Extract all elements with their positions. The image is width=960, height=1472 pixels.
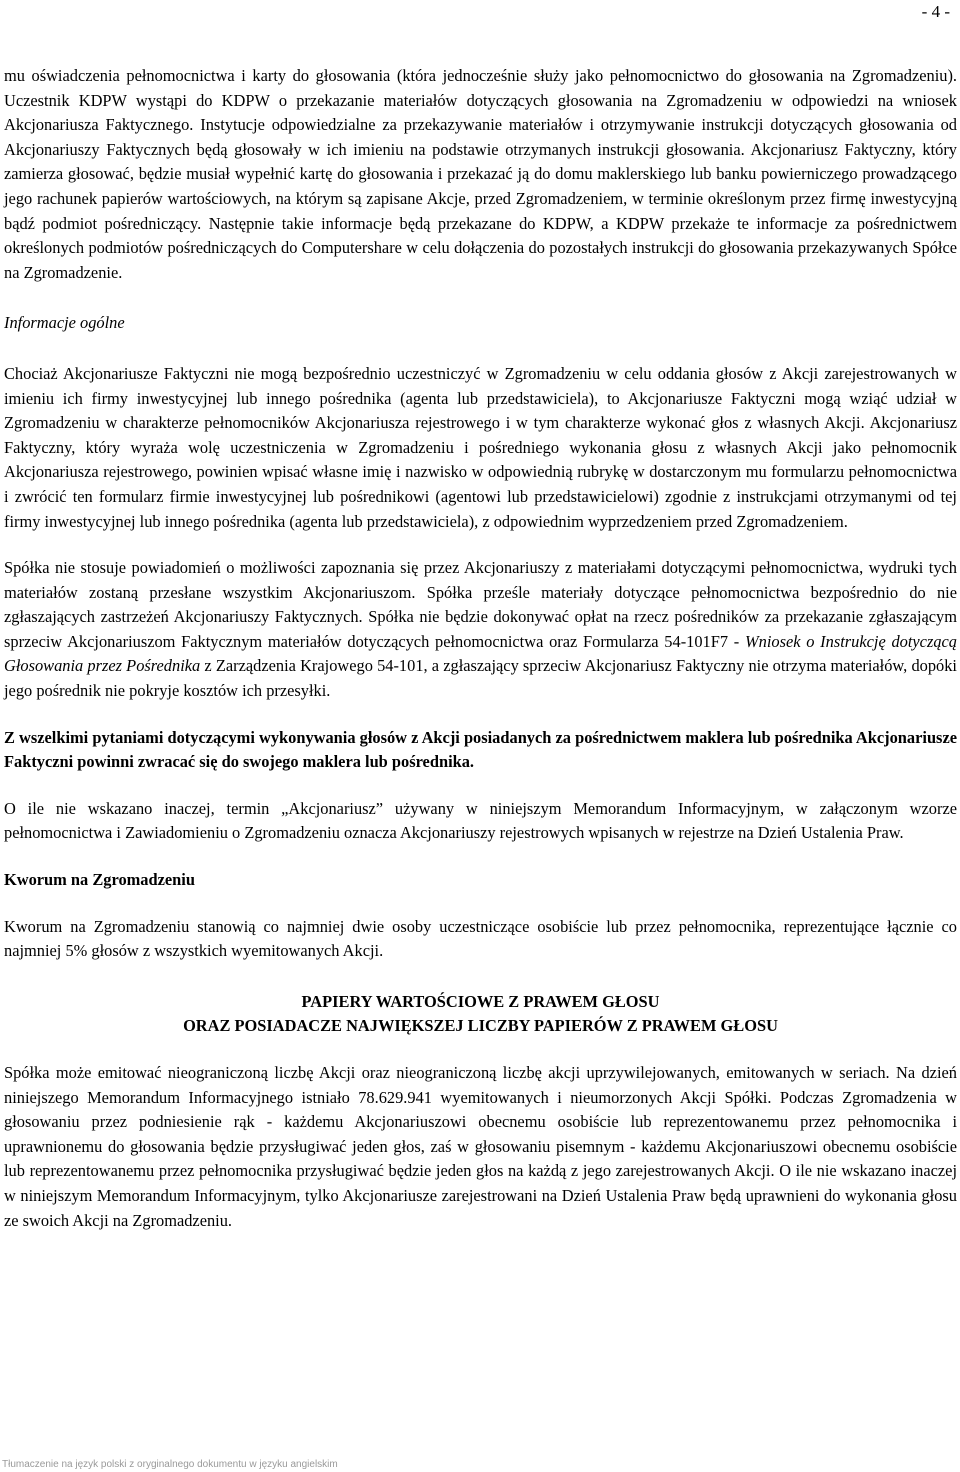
page-number: - 4 - bbox=[921, 2, 950, 21]
paragraph-notice-and-access bbox=[4, 556, 957, 704]
paragraph-beneficial-shareholders: Chociaż Akcjonariusze Faktyczni nie mogą bezpośrednio uczestniczyć w Zgromadzeniu w celu oddania głosów z Akcji zarejestrowanych w imieniu ich firmy inwestycyjnej lub innego pośrednika (agenta lub przedstawiciela), to Akcjonariusze Faktyczni mogą wziąć udział w Zgromadzeniu w charakterze pełnomocników Akcjonariusza rejestrowego i w tym charakterze wykonać głos z własnych Akcji. Akcjonariusz Faktyczny, który wyraża wolę uczestniczenia w Zgromadzeniu i pośredniego wykonania głosu z własnych Akcji jako pełnomocnik Akcjonariusza rejestrowego, powinien wpisać własne imię i nazwisko w odpowiednią rubrykę w dostarczonym mu formularzu pełnomocnictwa i zwrócić ten formularz firmie inwestycyjnej lub pośrednikowi (agentowi lub przedstawicielowi) zgodnie z instrukcjami otrzymanymi od tej firmy inwestycyjnej lub innego pośrednika (agenta lub przedstawiciela), z odpowiednim wyprzedzeniem przed Zgromadzeniem. bbox=[4, 363, 957, 531]
paragraph-shareholder-definition: O ile nie wskazano inaczej, termin „Akcjonariusz” używany w niniejszym Memorandum Informacyjnym, w załączonym wzorze pełnomocnictwa i Zawiadomieniu o Zgromadzeniu oznacza Akcjonariuszy rejestrowych wpisanych w rejestrze na Dzień Ustalenia Praw. bbox=[4, 798, 957, 843]
section-heading-quorum: Kworum na Zgromadzeniu bbox=[4, 870, 195, 890]
form-title-italic: Wniosek o Instrukcję dotyczącą Głosowania przez Pośrednika bbox=[4, 631, 957, 676]
paragraph-quorum: Kworum na Zgromadzeniu stanowią co najmniej dwie osoby uczestniczące osobiście lub przez pełnomocnika, reprezentujące łącznie co najmniej 5% głosów z wszystkich wyemitowanych Akcji. bbox=[4, 916, 957, 961]
paragraph-voting-securities: Spółka może emitować nieograniczoną liczbę Akcji oraz nieograniczoną liczbę akcji uprzywilejowanych, emitowanych w seriach. Na dzień niniejszego Memorandum Informacyjnego istniało 78.629.941 wyemitowanych i nieumorzonych Akcji Spółki. Podczas Zgromadzenia w głosowaniu przez podniesienie rąk - każdemu Akcjonariuszowi obecnemu osobiście lub reprezentowanemu przez pełnomocnika i uprawnionemu do głosowania będzie przysługiwać jeden głos, zaś w głosowaniu pisemnym - każdemu Akcjonariuszowi obecnemu osobiście lub reprezentowanemu przez pełnomocnika przysługiwać będzie jeden głos na każdą z jego zarejestrowanych Akcji. O ile nie wskazano inaczej w niniejszym Memorandum Informacyjnym, tylko Akcjonariusze zarejestrowani na Dzień Ustalenia Praw będą uprawnieni do wykonania głosu ze swoich Akcji na Zgromadzeniu. bbox=[4, 1063, 957, 1230]
translation-footer: Tłumaczenie na język polski z oryginalnego dokumentu w języku angielskim bbox=[2, 1459, 338, 1470]
section-heading-voting-securities-line1: PAPIERY WARTOŚCIOWE Z PRAWEM GŁOSU bbox=[301, 991, 660, 1011]
document-body bbox=[4, 64, 957, 1233]
paragraph-proxy-materials: mu oświadczenia pełnomocnictwa i karty do głosowania (która jednocześnie służy jako pełnomocnictwo do głosowania na Zgromadzeniu). Uczestnik KDPW wystąpi do KDPW o przekazanie materiałów dotyczących głosowania na Zgromadzeniu w odpowiedzi na wniosek Akcjonariusza Faktycznego. Instytucje odpowiedzialne za przekazywanie materiałów i otrzymywanie instrukcji dotyczących głosowania od Akcjonariuszy Faktycznych będą głosowały w ich imieniu na podstawie otrzymanych instrukcji głosowania. Akcjonariusz Faktyczny, który zamierza głosować, będzie musiał wypełnić kartę do głosowania i przekazać ją do domu maklerskiego lub banku powierniczego prowadzącego jego rachunek papierów wartościowych, na którym są zapisane Akcje, przed Zgromadzeniem, w terminie określonym przez firmę inwestycyjną bądź podmiot pośredniczący. Następnie takie informacje będą przekazane do KDPW, a KDPW przekaże te informacje za pośrednictwem określonych podmiotów pośredniczących do Computershare w celu dołączenia do pozostałych instrukcji do głosowania przekazywanych Spółce na Zgromadzenie. bbox=[4, 66, 957, 282]
section-heading-general-info: Informacje ogólne bbox=[4, 313, 125, 333]
paragraph-notice-text-b: z Zarządzenia Krajowego 54-101, a zgłaszający sprzeciw Akcjonariusz Faktyczny nie otrzyma materiałów, dopóki jego pośrednik nie pokryje kosztów ich przesyłki. bbox=[4, 656, 957, 701]
section-heading-voting-securities-line2: ORAZ POSIADACZE NAJWIĘKSZEJ LICZBY PAPIERÓW Z PRAWEM GŁOSU bbox=[183, 1016, 778, 1036]
paragraph-questions-bold: Z wszelkimi pytaniami dotyczącymi wykonywania głosów z Akcji posiadanych za pośrednictwem maklera lub pośrednika Akcjonariusze Faktyczni powinni zwracać się do swojego maklera lub pośrednika. bbox=[4, 727, 957, 772]
paragraph-notice-text-a: Spółka nie stosuje powiadomień o możliwości zapoznania się przez Akcjonariuszy z materiałami dotyczącymi pełnomocnictwa, wydruki tych materiałów zostaną przesłane wszystkim Akcjonariuszom. Spółka prześle materiały dotyczące pełnomocnictwa bezpośrednio do nie zgłaszających zastrzeżeń Akcjonariuszy Faktycznych. Spółka nie będzie dokonywać opłat na rzecz pośredników za przekazanie zgłaszającym sprzeciw Akcjonariuszom Faktycznym materiałów dotyczących pełnomocnictwa oraz Formularza 54-101F7 - bbox=[4, 558, 957, 651]
